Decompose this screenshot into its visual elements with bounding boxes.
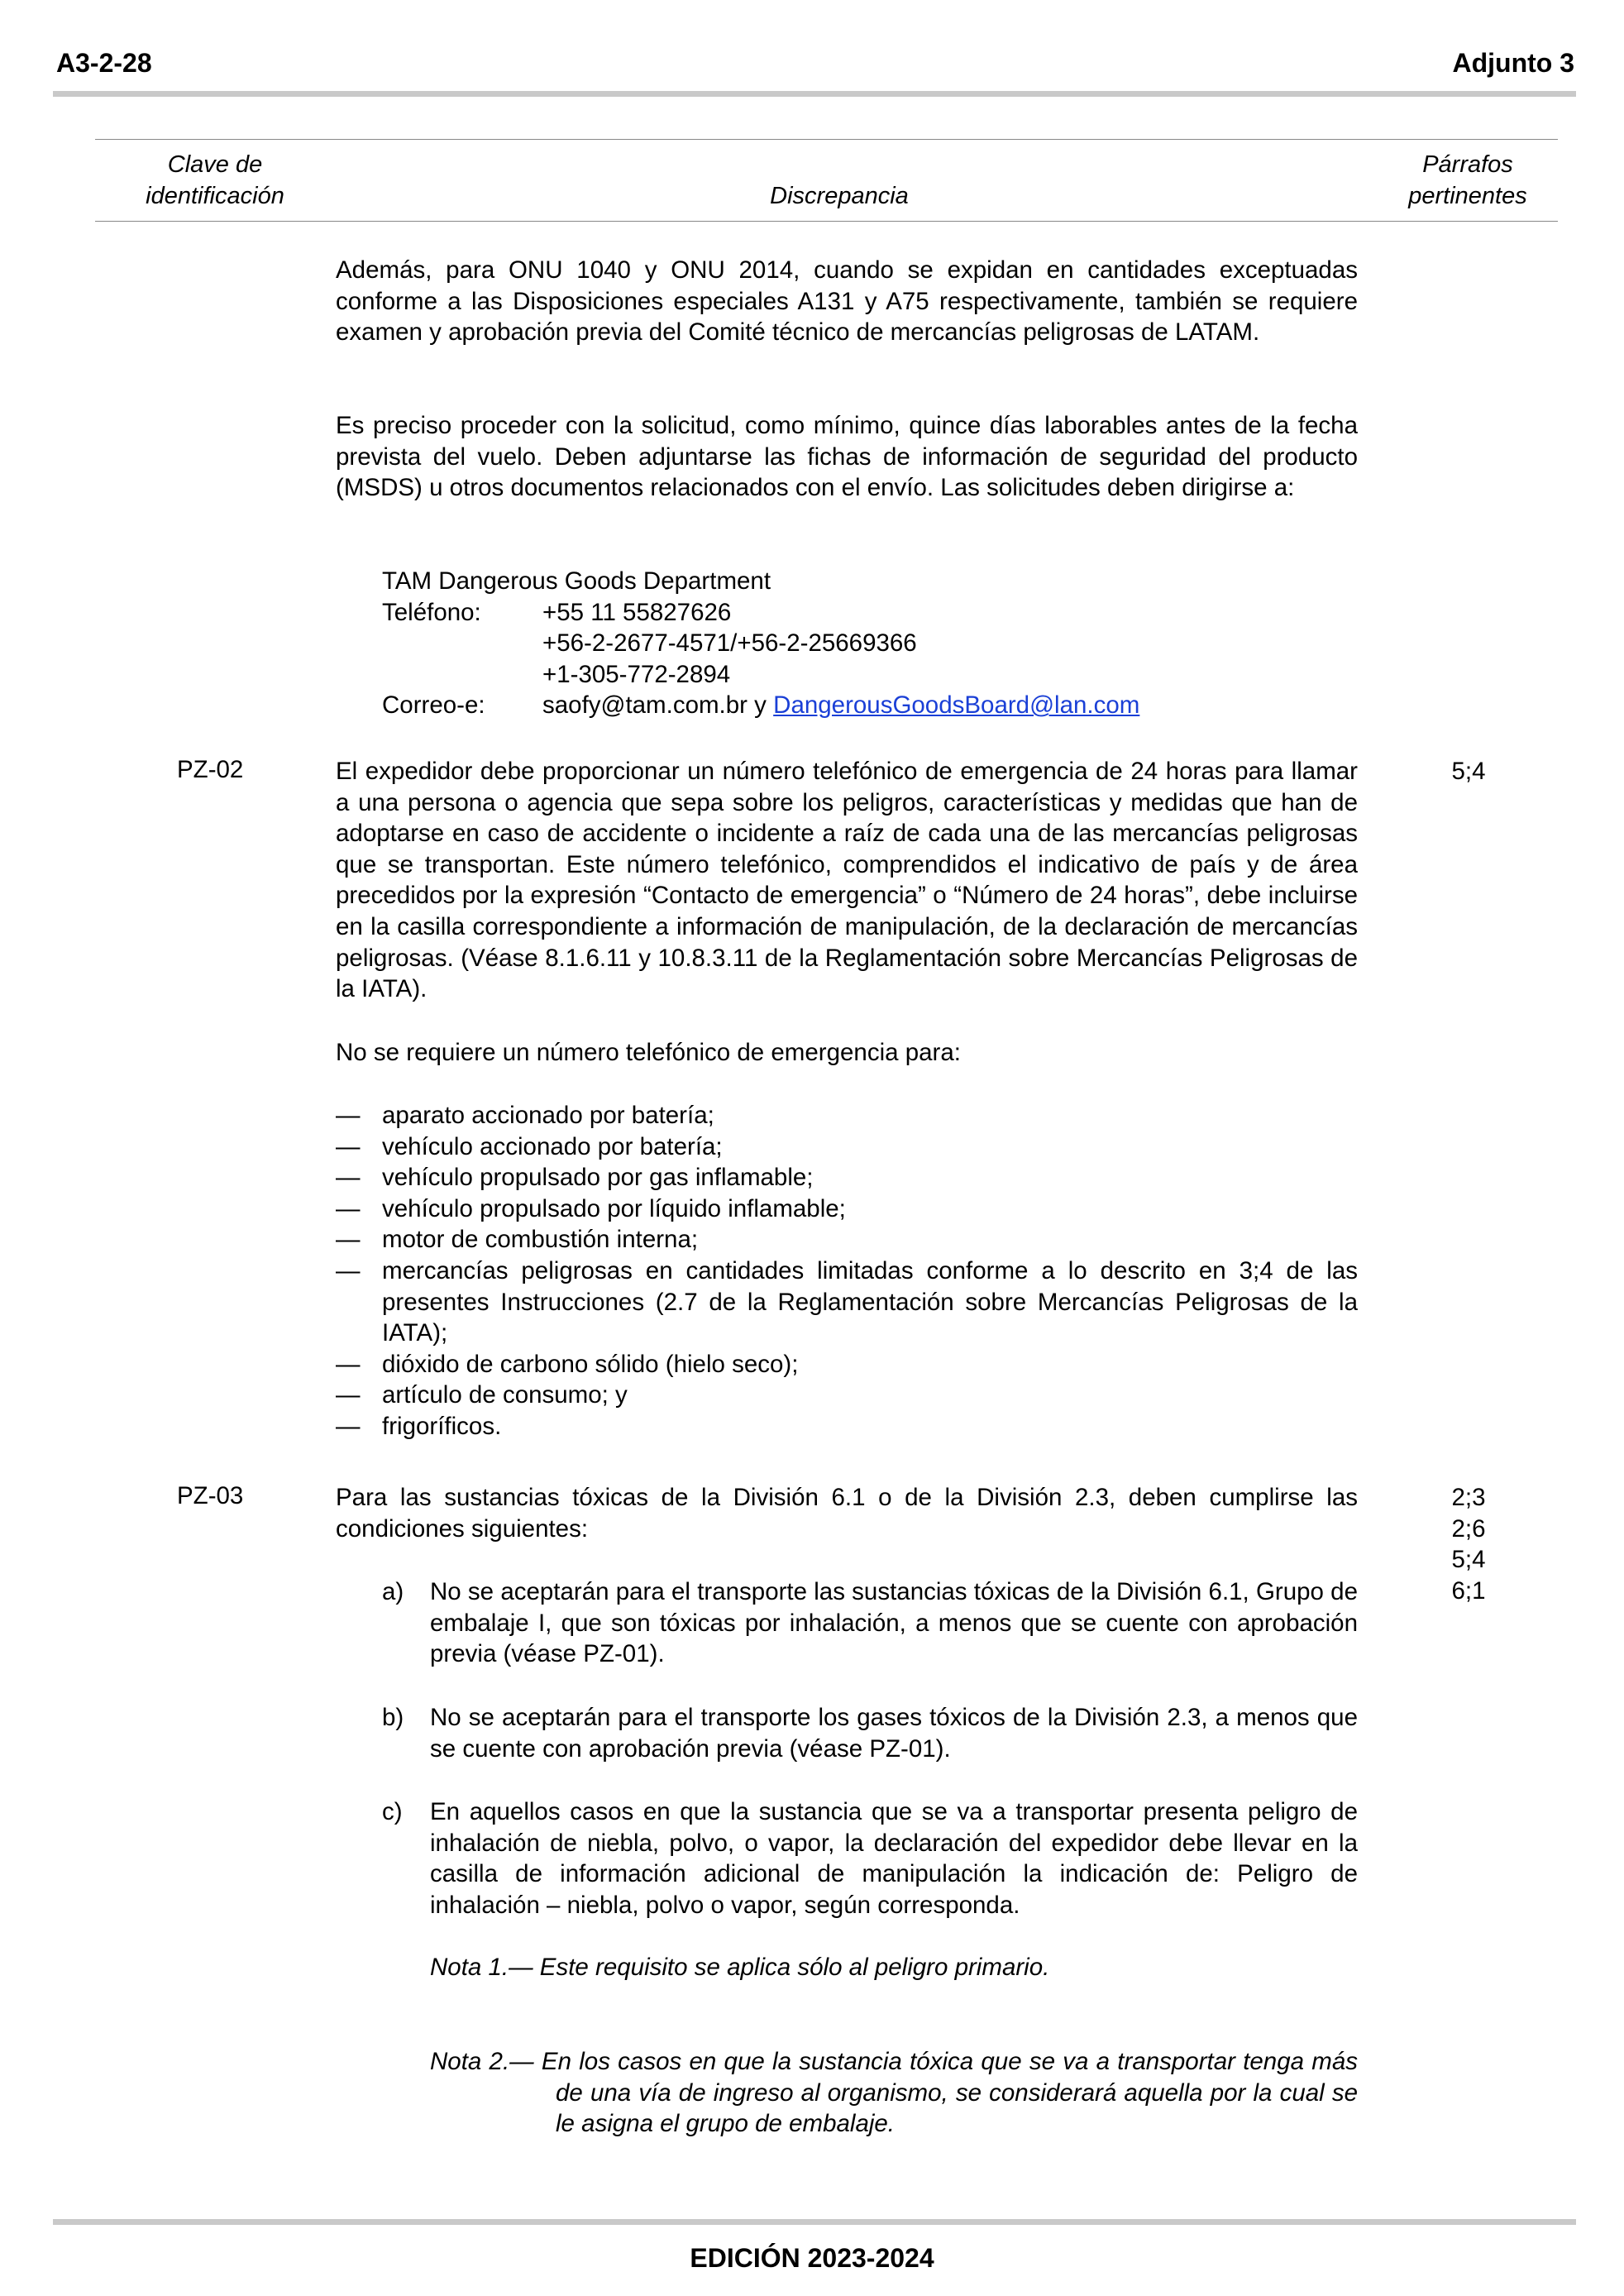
note-1: Nota 1.— Este requisito se aplica sólo al peligro primario. — [430, 1954, 1050, 1981]
dash-marker: — — [336, 1226, 361, 1254]
note-2-text: Nota 2.— En los casos en que la sustancia tóxica que se va a transportar tenga más de una vía de ingreso al organismo, se considerará aquella por la cual se le asigna el grupo de embalaje. — [430, 2048, 1358, 2138]
email-label: Correo-e: — [382, 691, 485, 720]
intro-paragraph-1: Además, para ONU 1040 y ONU 2014, cuando se expidan en cantidades exceptuadas conforme a las Disposiciones especiales A131 y A75 respectivamente, también se requiere examen y aprobación previa del Comité técnico de mercancías peligrosas de LATAM. — [336, 256, 1358, 347]
list-item-text: aparato accionado por batería; — [382, 1102, 714, 1129]
code-pz-03: PZ-03 — [177, 1482, 244, 1509]
col-header-key — [124, 149, 306, 212]
list-item-text: artículo de consumo; y — [382, 1381, 628, 1409]
dash-marker: — — [336, 1381, 361, 1409]
ref-item: 6;1 — [1451, 1576, 1486, 1605]
dash-marker: — — [336, 1102, 361, 1129]
pz02-paragraph-1: El expedidor debe proporcionar un número telefónico de emergencia de 24 horas para llamar a una persona o agencia que sepa sobre los peligros, características y medidas que han de adoptarse en caso de accidente o incidente a raíz de cada una de las mercancías peligrosas que se transportan. Este número telefónico, comprendidos el indicativo de país y de área precedidos por la expresión “Contacto de emergencia” o “Número de 24 horas”, debe incluirse en la casilla correspondiente a información de manipulación, de la declaración de mercancías peligrosas. (Véase 8.1.6.11 y 10.8.3.11 de la Reglamentación sobre Mercancías Peligrosas de la IATA). — [336, 758, 1358, 1003]
pz02-paragraph-2: No se requiere un número telefónico de emergencia para: — [336, 1039, 961, 1066]
phone-row-3 — [382, 659, 1139, 691]
refs-pz-02: 5;4 — [1451, 758, 1486, 785]
phone-label: Teléfono: — [382, 598, 481, 626]
col-header-refs — [1373, 149, 1563, 212]
list-item-text: mercancías peligrosas en cantidades limitadas conforme a lo descrito en 3;4 de las presentes Instrucciones (2.7 de la Reglamentación sobre Mercancías Peligrosas de la IATA); — [382, 1256, 1358, 1347]
ref-item: 2;6 — [1451, 1514, 1486, 1543]
dash-marker: — — [336, 1412, 361, 1440]
attachment-label: Adjunto 3 — [1452, 48, 1574, 78]
edition-footer: EDICIÓN 2023-2024 — [690, 2243, 934, 2273]
list-item — [336, 1224, 1358, 1256]
code-pz-02: PZ-02 — [177, 756, 244, 783]
list-item-text: vehículo propulsado por gas inflamable; — [382, 1164, 814, 1192]
list-item — [336, 1380, 1358, 1411]
phone-3: +1-305-772-2894 — [542, 660, 731, 688]
col-header-discrepancy: Discrepancia — [770, 183, 909, 209]
note-2 — [430, 2046, 1358, 2140]
list-item — [336, 1193, 1358, 1225]
list-item — [336, 1349, 1358, 1380]
list-item — [336, 1131, 1358, 1163]
list-item-text: frigoríficos. — [382, 1412, 502, 1440]
contact-title: TAM Dangerous Goods Department — [382, 567, 771, 595]
col-header-refs-line2: pertinentes — [1408, 183, 1527, 209]
dash-marker: — — [336, 1194, 361, 1222]
list-item — [336, 1100, 1358, 1131]
list-item — [336, 1256, 1358, 1349]
ref-item: 2;3 — [1451, 1484, 1486, 1511]
list-item-text: vehículo accionado por batería; — [382, 1132, 723, 1160]
pz03-item-b — [382, 1702, 1358, 1764]
item-text: En aquellos casos en que la sustancia que se va a transportar presenta peligro de inhalación de niebla, polvo, o vapor, la declaración del expedidor debe llevar en la casilla de información adicional de manipulación la indicación de: Peligro de inhalación – niebla, polvo o vapor, según corresponda. — [430, 1798, 1358, 1919]
dash-marker: — — [336, 1350, 361, 1378]
phone-row — [382, 597, 1139, 629]
list-item-text: dióxido de carbono sólido (hielo seco); — [382, 1350, 799, 1378]
item-marker: b) — [382, 1704, 404, 1731]
header-rule — [53, 91, 1576, 97]
list-item — [336, 1411, 1358, 1442]
footer-rule — [53, 2219, 1576, 2225]
col-header-key-line1: Clave de — [167, 151, 263, 178]
item-marker: a) — [382, 1578, 404, 1605]
contact-block — [382, 566, 1139, 721]
email-link[interactable]: DangerousGoodsBoard@lan.com — [773, 691, 1140, 720]
pz02-exemption-list — [336, 1100, 1358, 1442]
table-header-bottom-rule — [95, 221, 1558, 222]
list-item-text: vehículo propulsado por líquido inflamable; — [382, 1194, 846, 1222]
phone-1: +55 11 55827626 — [542, 598, 732, 626]
item-text: No se aceptarán para el transporte los gases tóxicos de la División 2.3, a menos que se cuente con aprobación previa (véase PZ-01). — [430, 1704, 1358, 1763]
pz03-item-c — [382, 1796, 1358, 1921]
ref-item: 5;4 — [1451, 1546, 1486, 1574]
email-1: saofy@tam.com.br y — [542, 691, 767, 720]
col-header-key-line2: identificación — [146, 183, 284, 209]
page-number: A3-2-28 — [56, 48, 152, 78]
pz03-item-a — [382, 1576, 1358, 1670]
item-text: No se aceptarán para el transporte las sustancias tóxicas de la División 6.1, Grupo de embalaje I, que son tóxicas por inhalación, a menos que se cuente con aprobación previa (véase PZ-01). — [430, 1578, 1358, 1668]
email-row — [382, 690, 1139, 721]
col-header-refs-line1: Párrafos — [1422, 151, 1513, 178]
refs-pz-03 — [1444, 1482, 1493, 1606]
dash-marker: — — [336, 1164, 361, 1192]
phone-row-2 — [382, 628, 1139, 659]
list-item-text: motor de combustión interna; — [382, 1226, 699, 1254]
table-header-top-rule — [95, 139, 1558, 140]
dash-marker: — — [336, 1256, 361, 1284]
list-item — [336, 1162, 1358, 1193]
intro-paragraph-2: Es preciso proceder con la solicitud, como mínimo, quince días laborables antes de la fecha prevista del vuelo. Deben adjuntarse las fichas de información de seguridad del producto (MSDS) u otros documentos relacionados con el envío. Las solicitudes deben dirigirse a: — [336, 412, 1358, 502]
dash-marker: — — [336, 1132, 361, 1160]
item-marker: c) — [382, 1798, 403, 1825]
phone-2: +56-2-2677-4571/+56-2-25669366 — [542, 629, 917, 658]
pz03-paragraph-1: Para las sustancias tóxicas de la División 6.1 o de la División 2.3, deben cumplirse las condiciones siguientes: — [336, 1484, 1358, 1543]
